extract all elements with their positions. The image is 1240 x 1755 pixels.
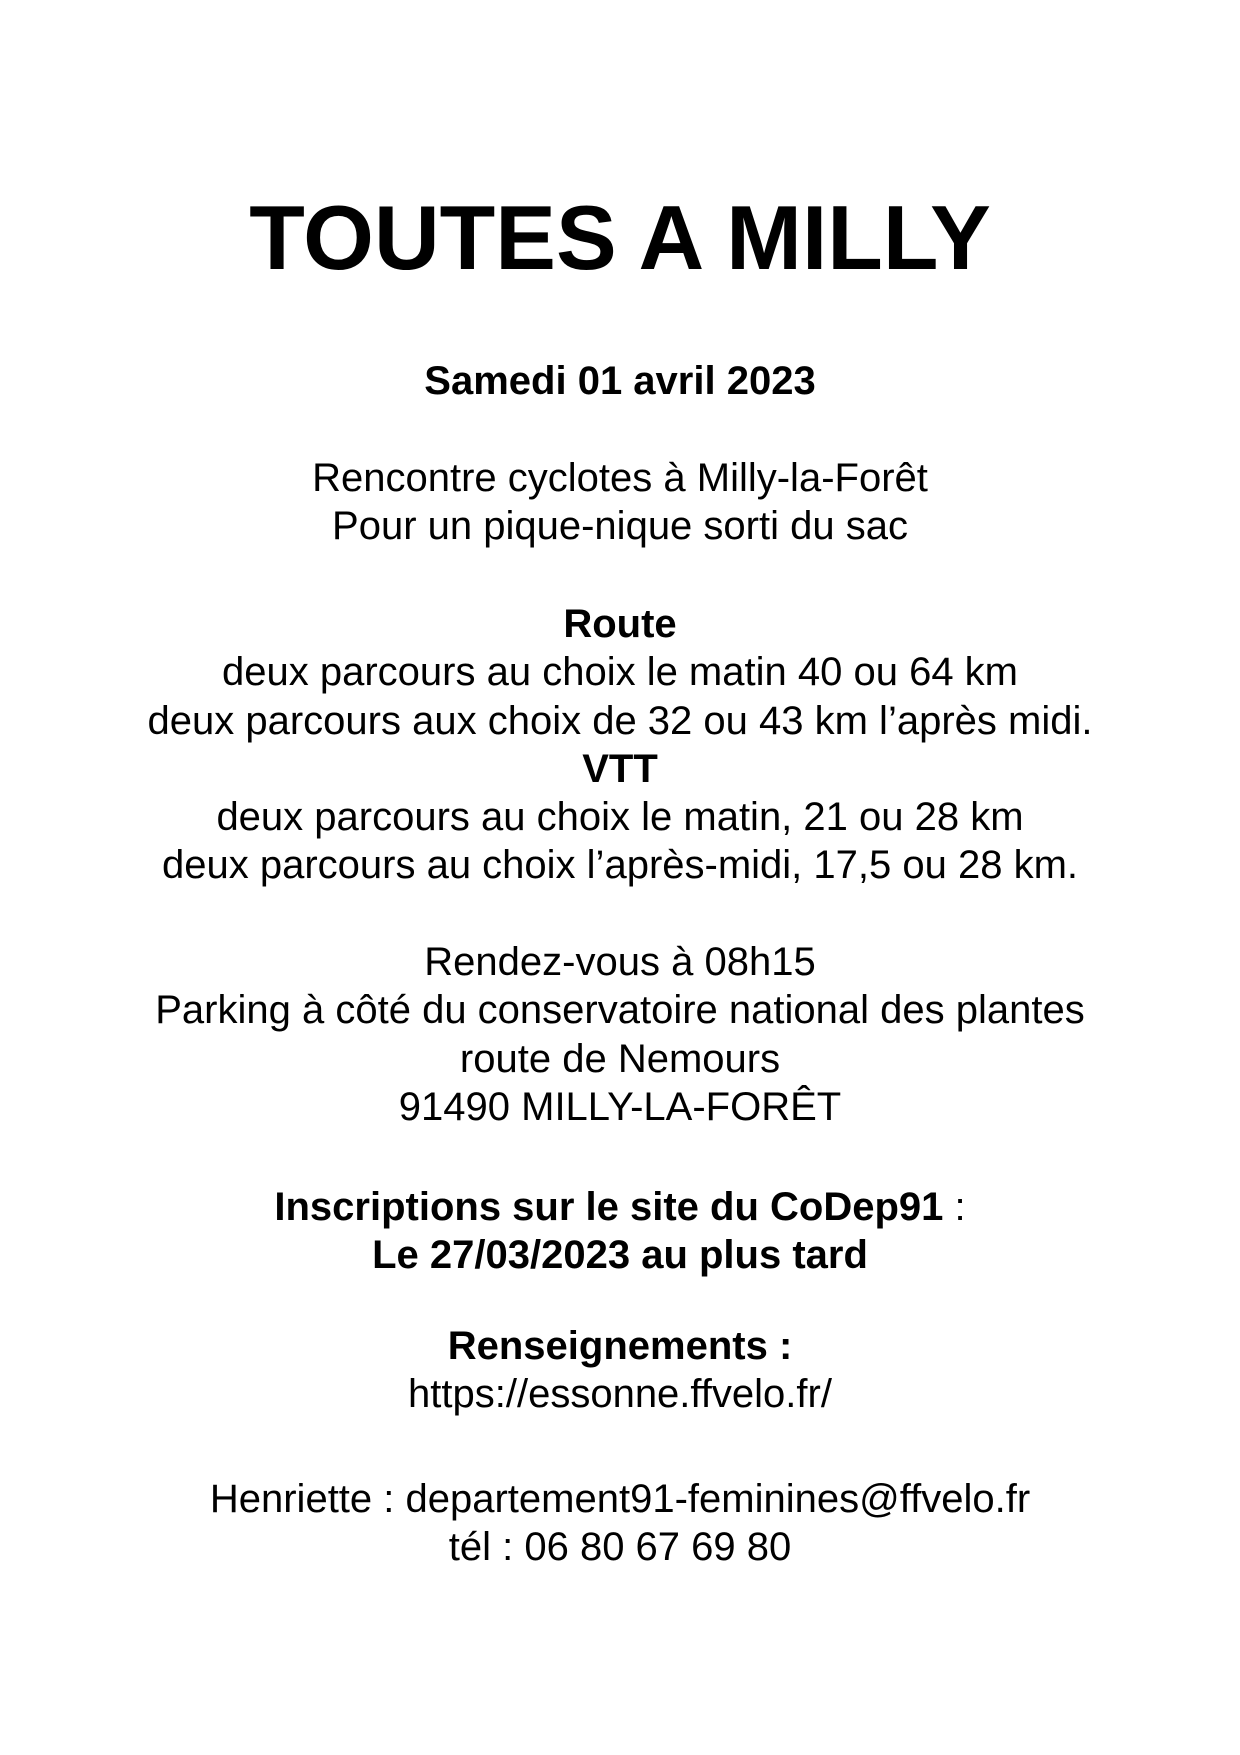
page-title — [0, 186, 1240, 291]
registration-deadline: Le 27/03/2023 au plus tard — [372, 1233, 868, 1278]
registration-line-1 — [0, 1183, 1240, 1231]
event-date — [0, 357, 1240, 405]
meeting-section — [0, 938, 1240, 1131]
registration-colon: : — [943, 1185, 966, 1229]
routes-section — [0, 600, 1240, 890]
intro-line-1: Rencontre cyclotes à Milly-la-Forêt — [312, 456, 928, 500]
contact-email[interactable]: Henriette : departement91-feminines@ffvelo.fr — [209, 1477, 1031, 1521]
vtt-line-1: deux parcours au choix le matin, 21 ou 28 km — [216, 795, 1024, 840]
meeting-street: route de Nemours — [459, 1036, 781, 1081]
route-heading: Route — [563, 602, 677, 646]
info-heading: Renseignements : — [447, 1324, 793, 1368]
route-line-1: deux parcours au choix le matin 40 ou 64 km — [222, 650, 1018, 695]
intro-section — [0, 454, 1240, 551]
meeting-time: Rendez-vous à 08h15 — [424, 940, 816, 984]
meeting-city: 91490 MILLY-LA-FORÊT — [398, 1084, 842, 1129]
contact-phone: tél : 06 80 67 69 80 — [448, 1525, 792, 1570]
vtt-heading: VTT — [582, 746, 658, 791]
info-url-link[interactable]: https://essonne.ffvelo.fr/ — [408, 1372, 832, 1417]
contact-section — [0, 1475, 1240, 1572]
route-line-2: deux parcours aux choix de 32 ou 43 km l’après midi. — [147, 698, 1093, 743]
registration-section — [0, 1183, 1240, 1280]
intro-line-2: Pour un pique-nique sorti du sac — [332, 504, 908, 549]
date-text: Samedi 01 avril 2023 — [424, 359, 816, 403]
info-section — [0, 1322, 1240, 1419]
meeting-place: Parking à côté du conservatoire national des plantes — [155, 988, 1085, 1033]
vtt-line-2: deux parcours au choix l’après-midi, 17,5 ou 28 km. — [161, 843, 1078, 888]
registration-label: Inscriptions sur le site du CoDep91 — [274, 1185, 944, 1229]
title-text: TOUTES A MILLY — [249, 188, 991, 289]
